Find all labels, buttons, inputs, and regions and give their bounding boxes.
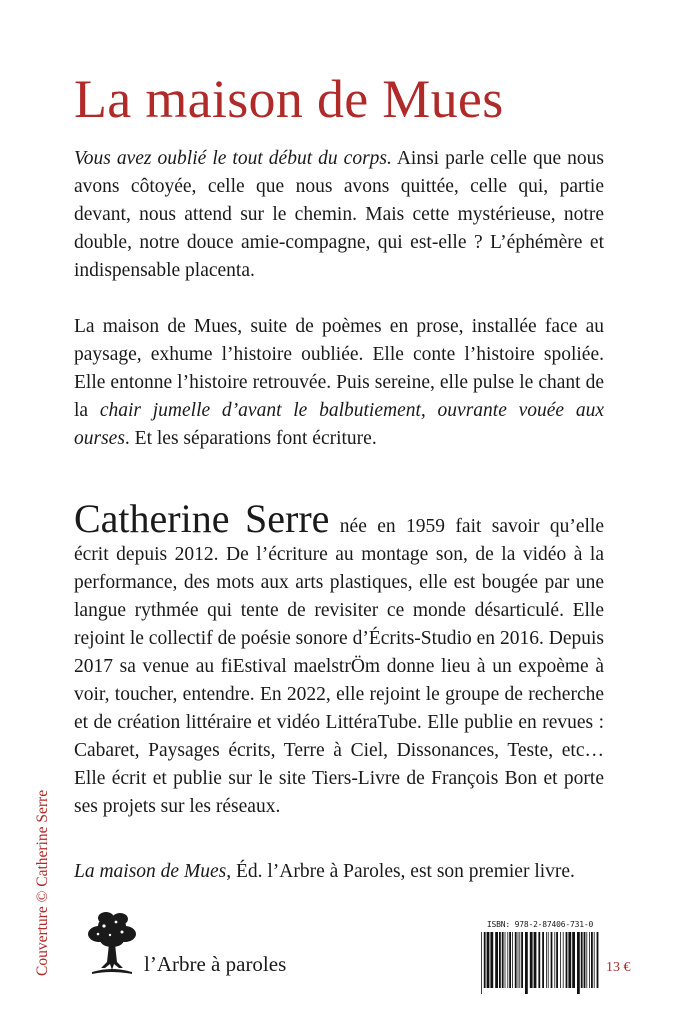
summary-text-after: . Et les séparations font écriture. (124, 428, 377, 449)
barcode-bar (530, 932, 533, 988)
price: 13 € (606, 960, 631, 975)
barcode-bar (551, 932, 553, 988)
intro-text: Ainsi parle celle que nous avons côtoyée, celle que nous avons quittée, celle qui, partie devant, nous attend sur le chemin. Mais cette mystérieuse, notre double, notre douce amie-compagne, qui est-elle ? L’éphémère et indispensable placenta. (74, 148, 604, 281)
barcode (480, 932, 600, 994)
barcode-bar (505, 932, 506, 988)
barcode-bar (584, 932, 586, 988)
barcode-bar (548, 932, 549, 988)
closing-book-title: La maison de Mues (74, 861, 227, 882)
barcode-bar (591, 932, 593, 988)
barcode-bar (481, 932, 482, 994)
author-bio-text: née en 1959 fait savoir qu’elle écrit depuis 2012. De l’écriture au montage son, de la vidéo à la performance, des mots aux arts plastiques, elle est bougée par une langue rythmée qui tente de revisiter ce monde désarticulé. Elle rejoint le collectif de poésie sonore d’Écrits-Studio en 2016. Depuis 2017 sa venue au fiEstival maelstrÖm donne lieu à un expoème à voir, toucher, entendre. En 2022, elle rejoint le groupe de recherche et de création littéraire et vidéo LittéraTube. Elle publie en revues : Cabaret, Paysages écrits, Terre à Ciel, Dissonances, Teste, etc… Elle écrit et publie sur le site Tiers-Livre de François Bon et porte ses projets sur les réseaux. (74, 516, 604, 817)
barcode-bar (581, 932, 583, 988)
barcode-bar (589, 932, 590, 988)
intro-italic-lead: Vous avez oublié le tout début du corps. (74, 148, 392, 169)
barcode-bar (495, 932, 498, 988)
closing-text: , Éd. l’Arbre à Paroles, est son premier livre. (226, 861, 575, 882)
intro-paragraph (74, 145, 604, 285)
book-title: La maison de Mues (74, 69, 504, 129)
summary-text-before: La maison de Mues, suite de poèmes en prose, installée face au paysage, exhume l’histoire oubliée. Elle conte l’histoire spoliée. Elle entonne l’histoire retrouvée. Puis sereine, elle pulse le chant de la (74, 316, 604, 421)
author-bio (74, 496, 604, 821)
closing-line (74, 858, 604, 886)
author-name: Catherine Serre (74, 496, 330, 541)
barcode-bar (519, 932, 520, 988)
barcode-bar (586, 932, 587, 988)
barcode-bar (554, 932, 555, 988)
barcode-bar (594, 932, 595, 988)
barcode-bar (597, 932, 599, 988)
barcode-bar (521, 932, 523, 988)
barcode-bar (556, 932, 558, 988)
barcode-bar (546, 932, 547, 988)
barcode-bar (525, 932, 528, 994)
barcode-bar (542, 932, 544, 988)
barcode-bar (487, 932, 490, 988)
barcode-bar (490, 932, 493, 988)
barcode-bar (515, 932, 517, 988)
barcode-bar (502, 932, 504, 988)
summary-italic: chair jumelle d’avant le balbutiement, ouvrante vouée aux ourses (74, 400, 604, 449)
barcode-bar (507, 932, 508, 988)
barcode-bar (577, 932, 580, 994)
barcode-bar (572, 932, 575, 988)
barcode-bar (566, 932, 568, 988)
summary-paragraph (74, 313, 604, 453)
barcode-bar (534, 932, 537, 988)
barcode-bar (499, 932, 501, 988)
isbn-number: ISBN: 978-2-87406-731-0 (486, 920, 594, 929)
barcode-bar (560, 932, 561, 988)
tree-icon (86, 910, 138, 978)
barcode-bar (509, 932, 511, 988)
barcode-bar (484, 932, 486, 988)
barcode-bar (512, 932, 513, 988)
barcode-bar (538, 932, 540, 988)
barcode-bar (568, 932, 571, 988)
publisher-name: l’Arbre à paroles (144, 952, 287, 976)
barcode-bar (518, 932, 519, 988)
barcode-bar (563, 932, 564, 988)
cover-credit: Couverture © Catherine Serre (34, 789, 51, 976)
